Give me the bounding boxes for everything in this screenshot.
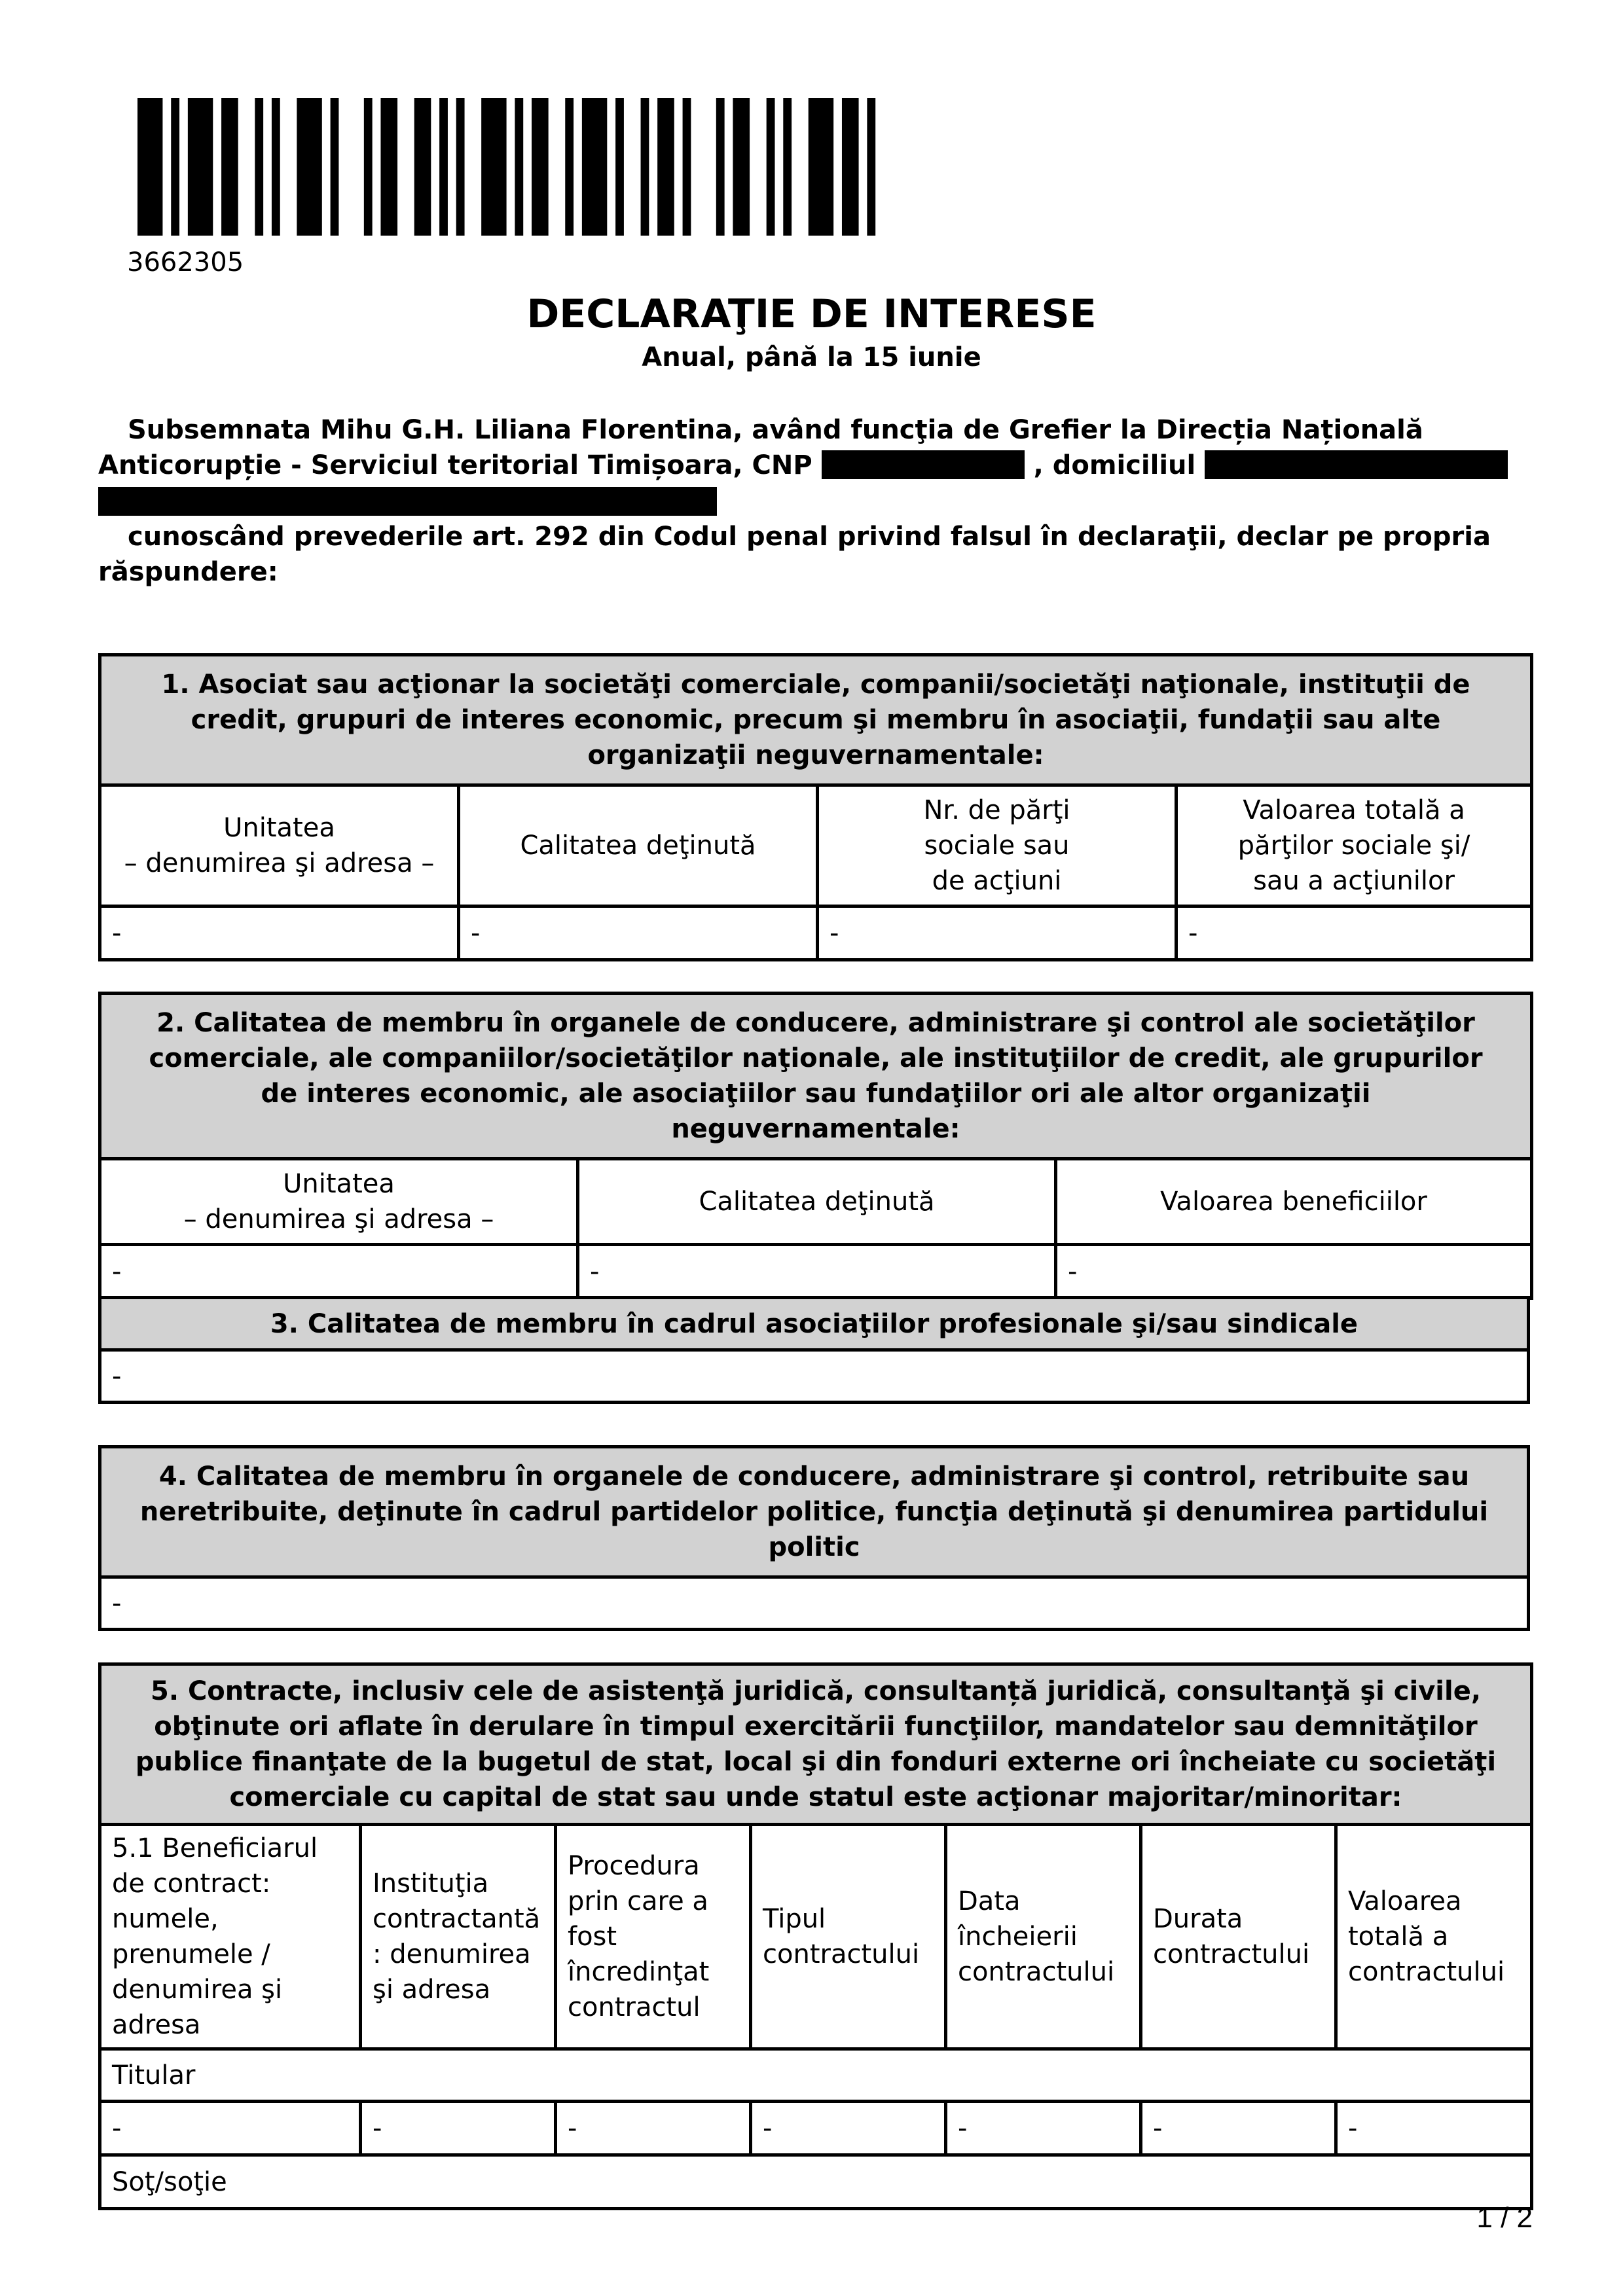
section-5-table (98, 1662, 1533, 2210)
s5-col-institution: Instituţia contractantă : denumirea şi adresa (361, 1825, 556, 2049)
s2-cell: - (1056, 1245, 1532, 1299)
s1-cell: - (818, 906, 1176, 960)
s5-col-procedure: Procedura prin care a fost încredinţat contractul (556, 1825, 751, 2049)
intro-line-2 (98, 448, 1539, 483)
s1-col-shares: Nr. de părţi sociale sau de acţiuni (818, 785, 1176, 906)
s5-spouse-label: Soţ/soţie (100, 2155, 1532, 2209)
section-4-table (98, 1445, 1530, 1631)
page-number: 1 / 2 (1476, 2202, 1533, 2234)
s5-titular-label: Titular (100, 2049, 1532, 2102)
redacted-address (1205, 450, 1508, 479)
redacted-cnp (822, 450, 1025, 479)
s5-cell: - (1141, 2102, 1336, 2155)
s2-cell: - (578, 1245, 1056, 1299)
s5-cell: - (1336, 2102, 1532, 2155)
s5-col-type: Tipul contractului (751, 1825, 946, 2049)
s2-col-benefits: Valoarea beneficiilor (1056, 1159, 1532, 1245)
section-2-table (98, 992, 1533, 1300)
intro-line-2a: Anticorupție - Serviciul teritorial Timișoara, CNP (98, 450, 812, 480)
section-1-table (98, 653, 1533, 961)
s5-cell: - (556, 2102, 751, 2155)
s5-cell: - (361, 2102, 556, 2155)
section-5-title: 5. Contracte, inclusiv cele de asistenţă juridică, consultanță juridică, consultanţă şi civile, obţinute ori aflate în derulare în timpul exercitării funcţiilor, mandatelor sau demnităţilor publice finanţate de la bugetul de stat, local şi din fonduri externe ori încheiate cu societăţi comerciale cu capital de stat sau unde statul este acţionar majoritar/minoritar: (100, 1664, 1532, 1825)
s1-col-quality: Calitatea deţinută (459, 785, 818, 906)
section-3-table (98, 1296, 1530, 1404)
intro-line-2b: , domiciliul (1033, 450, 1196, 480)
section-1-title: 1. Asociat sau acţionar la societăţi comerciale, companii/societăţi naţionale, instituţii de credit, grupuri de interes economic, precum şi membru în asociaţii, fundaţii sau alte organizaţii neguvernamentale: (100, 655, 1532, 785)
s3-cell: - (100, 1350, 1529, 1403)
s1-cell: - (100, 906, 459, 960)
document-subtitle: Anual, până la 15 iunie (642, 342, 981, 372)
intro-line-1: Subsemnata Mihu G.H. Liliana Florentina, având funcţia de Grefier la Direcția Națională (128, 415, 1423, 445)
section-2-title: 2. Calitatea de membru în organele de conducere, administrare şi control ale societăţilor comerciale, ale companiilor/societăţilor naţionale, ale instituţiilor de credit, ale grupurilor de interes economic, ale asociaţiilor sau fundaţiilor ori ale altor organizaţii neguvernamentale: (100, 994, 1532, 1159)
section-4-title: 4. Calitatea de membru în organele de conducere, administrare şi control, retribuite sau neretribuite, deţinute în cadrul partidelor politice, funcţia deţinută şi denumirea partidului politic (100, 1447, 1529, 1577)
s5-cell: - (946, 2102, 1141, 2155)
s5-cell: - (751, 2102, 946, 2155)
s1-cell: - (1176, 906, 1532, 960)
s2-col-quality: Calitatea deţinută (578, 1159, 1056, 1245)
s5-col-date: Data încheierii contractului (946, 1825, 1141, 2049)
s5-cell: - (100, 2102, 361, 2155)
s5-col-duration: Durata contractului (1141, 1825, 1336, 2049)
redacted-address-continuation (98, 487, 717, 516)
s1-cell: - (459, 906, 818, 960)
s2-cell: - (100, 1245, 578, 1299)
barcode-number: 3662305 (127, 247, 244, 278)
intro-line-3: cunoscând prevederile art. 292 din Codul penal privind falsul în declaraţii, declar pe propria (128, 522, 1491, 552)
s1-col-value: Valoarea totală a părţilor sociale şi/ sau a acţiunilor (1176, 785, 1532, 906)
s5-col-value: Valoarea totală a contractului (1336, 1825, 1532, 2049)
s4-cell: - (100, 1577, 1529, 1630)
barcode (137, 98, 884, 236)
s1-col-unit: Unitatea – denumirea şi adresa – (100, 785, 459, 906)
s2-col-unit: Unitatea – denumirea şi adresa – (100, 1159, 578, 1245)
s5-col-beneficiary: 5.1 Beneficiarul de contract: numele, prenumele / denumirea şi adresa (100, 1825, 361, 2049)
intro-line-4: răspundere: (98, 557, 278, 587)
section-3-title: 3. Calitatea de membru în cadrul asociaţiilor profesionale şi/sau sindicale (100, 1298, 1529, 1350)
document-title: DECLARAŢIE DE INTERESE (526, 291, 1097, 337)
